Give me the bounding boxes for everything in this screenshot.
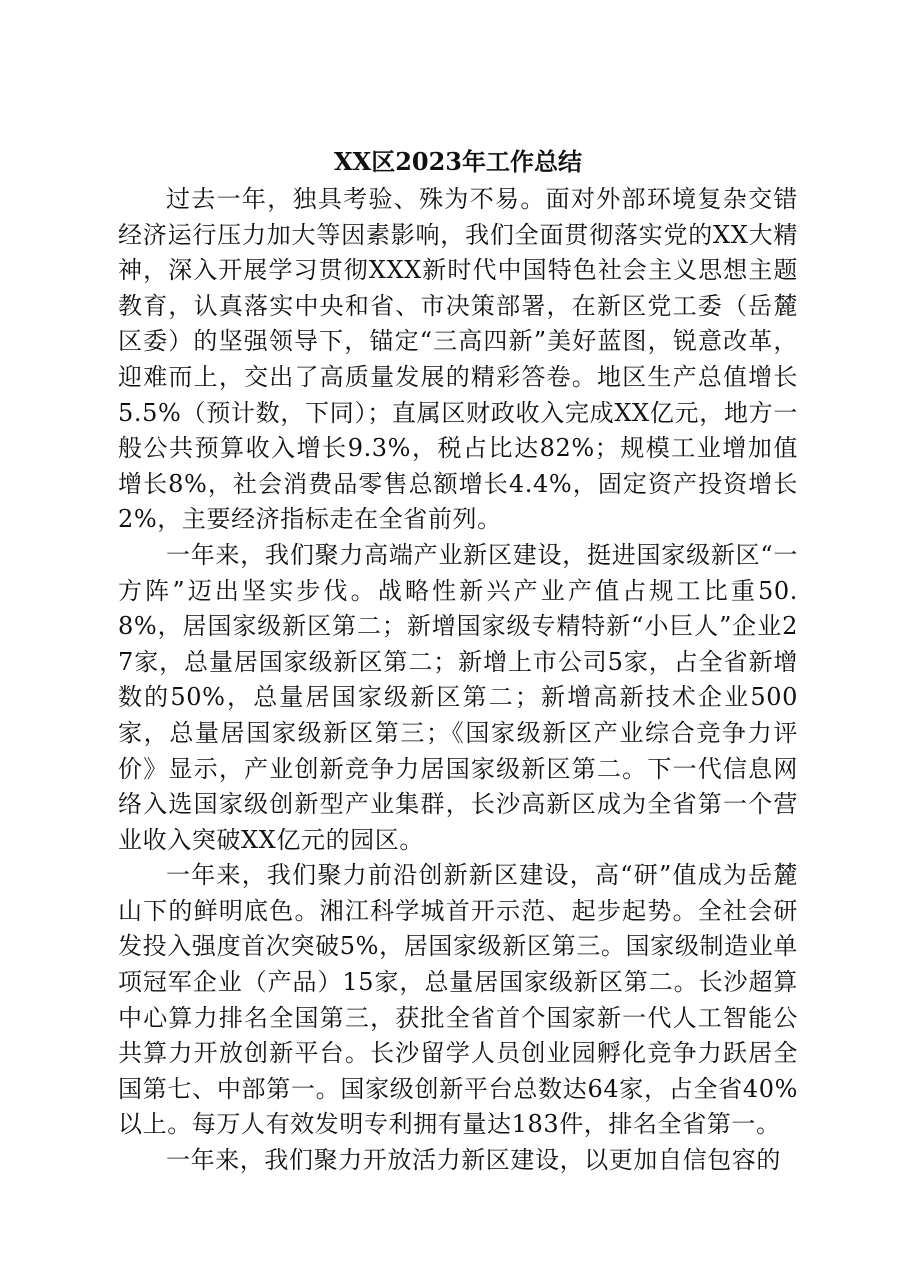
- document-title: XX区2023年工作总结: [333, 147, 583, 176]
- document-body: [118, 142, 798, 1179]
- paragraph-overview: 过去一年，独具考验、殊为不易。面对外部环境复杂交错经济运行压力加大等因素影响，我们全面贯彻落实党的XX大精神，深入开展学习贯彻XXX新时代中国特色社会主义思想主题教育，认真落实中央和省、市决策部署，在新区党工委（岳麓区委）的坚强领导下，锚定“三高四新”美好蓝图，锐意改革，迎难而上，交出了高质量发展的精彩答卷。地区生产总值增长5.5%（预计数，下同）；直属区财政收入完成XX亿元，地方一般公共预算收入增长9.3%，税占比达82%；规模工业增加值增长8%，社会消费品零售总额增长4.4%，固定资产投资增长2%，主要经济指标走在全省前列。: [118, 185, 798, 534]
- paragraph-openness: 一年来，我们聚力开放活力新区建设，以更加自信包容的: [166, 1146, 781, 1175]
- paragraph-industry: 一年来，我们聚力高端产业新区建设，挺进国家级新区“一方阵”迈出坚实步伐。战略性新兴产业产值占规工比重50.8%，居国家级新区第二；新增国家级专精特新“小巨人”企业27家，总量居国家级新区第二；新增上市公司5家，占全省新增数的50%，总量居国家级新区第二；新增高新技术企业500家，总量居国家级新区第三；《国家级新区产业综合竞争力评价》显示，产业创新竞争力居国家级新区第二。下一代信息网络入选国家级创新型产业集群，长沙高新区成为全省第一个营业收入突破XX亿元的园区。: [118, 540, 798, 854]
- paragraph-innovation: 一年来，我们聚力前沿创新新区建设，高“研”值成为岳麓山下的鲜明底色。湘江科学城首开示范、起步起势。全社会研发投入强度首次突破5%，居国家级新区第三。国家级制造业单项冠军企业（产品）15家，总量居国家级新区第二。长沙超算中心算力排名全国第三，获批全省首个国家新一代人工智能公共算力开放创新平台。长沙留学人员创业园孵化竞争力跃居全国第七、中部第一。国家级创新平台总数达64家，占全省40%以上。每万人有效发明专利拥有量达183件，排名全省第一。: [118, 861, 798, 1139]
